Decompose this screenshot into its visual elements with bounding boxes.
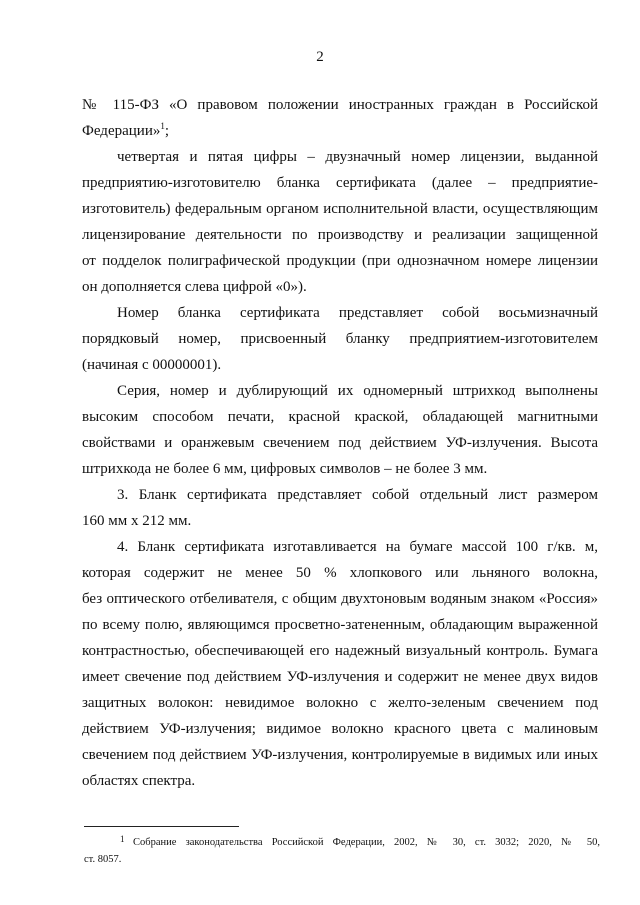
body-line: предприятию-изготовителю бланка сертификата (далее – предприятие- [82,175,598,191]
footnote-line: Собрание законодательства Российской Федерации, 2002, № 30, ст. 3032; 2020, № 50, [133,837,600,848]
body-line: имеет свечение под действием УФ-излучения и содержит не менее двух видов [82,669,598,685]
footnote-ref: 1 [160,121,165,131]
body-line [82,122,598,140]
body-line: свечением под действием УФ-излучения, контролируемые в видимых или иных [82,747,598,763]
body-line: порядковый номер, присвоенный бланку предприятием-изготовителем [82,331,598,347]
body-line: от подделок полиграфической продукции (при однозначном номере лицензии [82,253,598,269]
footnote-number: 1 [120,834,125,844]
body-line: Номер бланка сертификата представляет собой восьмизначный [117,305,598,321]
body-line: которая содержит не менее 50 % хлопкового или льняного волокна, [82,565,598,581]
body-line: свойствами и оранжевым свечением под действием УФ-излучения. Высота [82,435,598,451]
body-line: защитных волокон: невидимое волокно с желто-зеленым свечением под [82,695,598,711]
body-line: Серия, номер и дублирующий их одномерный штрихкод выполнены [117,383,598,399]
body-line: высоким способом печати, красной краской, обладающей магнитными [82,409,598,425]
body-line: 4. Бланк сертификата изготавливается на бумаге массой 100 г/кв. м, [117,539,598,555]
body-line: областях спектра. [82,773,196,789]
body-line: лицензирование деятельности по производству и реализации защищенной [82,227,598,243]
body-line: № 115-ФЗ «О правовом положении иностранных граждан в Российской [82,97,598,113]
footnote-line: ст. 8057. [84,854,122,865]
body-line: 3. Бланк сертификата представляет собой отдельный лист размером [117,487,598,503]
body-line: он дополняется слева цифрой «0»). [82,279,307,295]
page-number: 2 [316,49,324,65]
body-line: по всему полю, являющимся просветно-затененным, обладающим выраженной [82,617,598,633]
body-line: четвертая и пятая цифры – двузначный номер лицензии, выданной [117,149,598,165]
body-line: без оптического отбеливателя, с общим двухтоновым водяным знаком «Россия» [82,591,598,607]
body-line-text: Федерации» [82,123,161,139]
body-line: (начиная с 00000001). [82,357,222,373]
body-line: изготовитель) федеральным органом исполнительной власти, осуществляющим [82,201,598,217]
body-line-tail: ; [164,123,170,139]
footnote-divider [84,826,239,827]
body-line: штрихкода не более 6 мм, цифровых символов – не более 3 мм. [82,461,488,477]
body-line: 160 мм х 212 мм. [82,513,192,529]
body-line: контрастностью, обеспечивающей его надежный визуальный контроль. Бумага [82,643,598,659]
body-line: действием УФ-излучения; видимое волокно красного цвета с малиновым [82,721,598,737]
